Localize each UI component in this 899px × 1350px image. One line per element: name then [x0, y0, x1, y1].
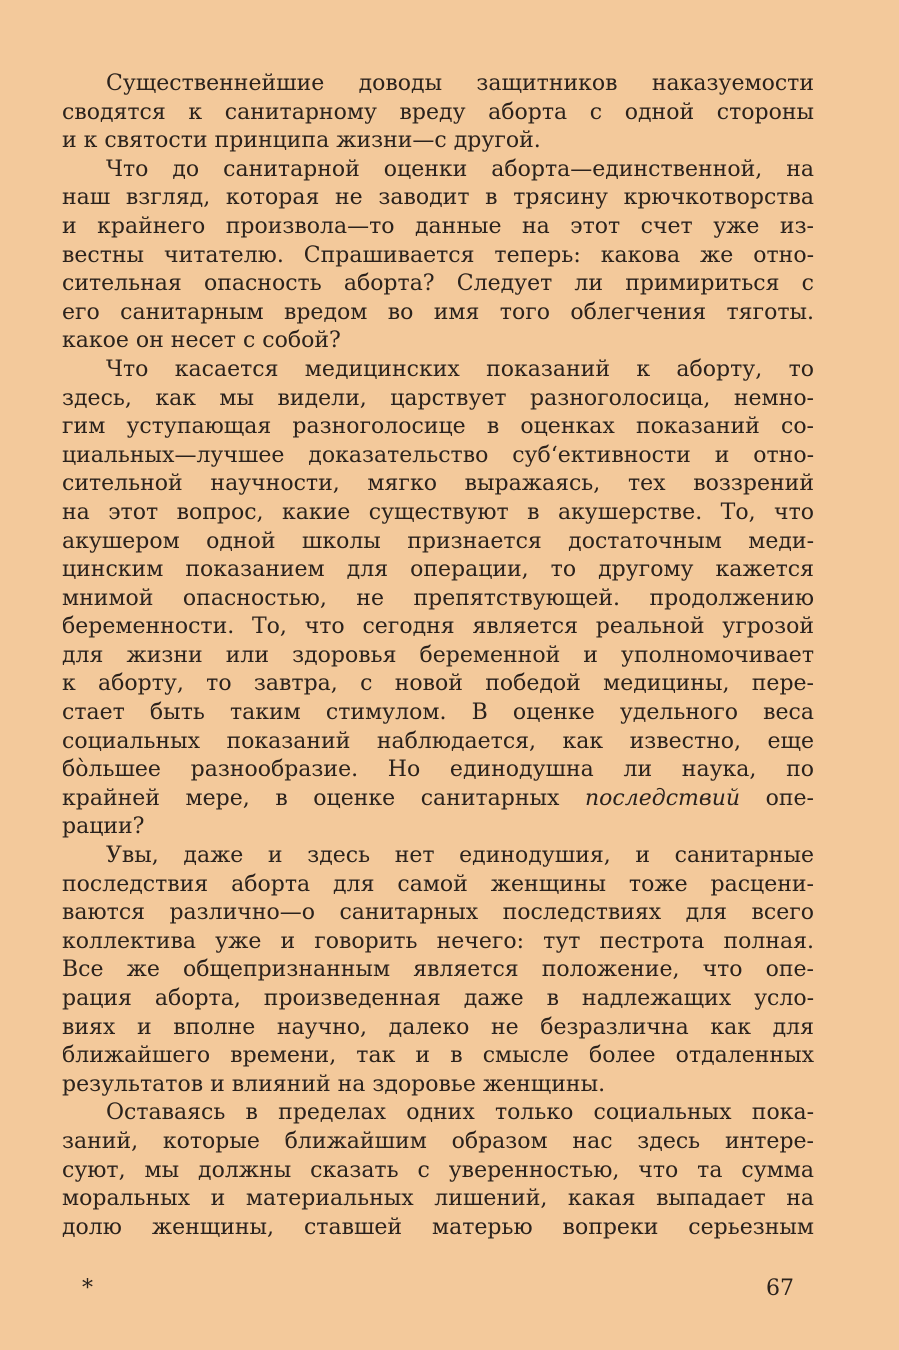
text-line: рация аборта, произведенная даже в надлежащих усло-	[62, 986, 814, 1011]
text-line: на этот вопрос, какие существуют в акушерстве. То, что	[62, 499, 814, 525]
text-fragment: опе-	[740, 785, 814, 811]
text-line: вестны читателю. Спрашивается теперь: какова же отно-	[62, 242, 814, 268]
text-line: мнимой опасностью, не препятствующей. продолжению	[62, 585, 814, 611]
text-line: акушером одной школы признается достаточным меди-	[62, 528, 814, 554]
text-line: коллектива уже и говорить нечего: тут пестрота полная.	[62, 928, 814, 954]
text-line: стает быть таким стимулом. В оценке удельного веса	[62, 700, 814, 726]
text-fragment: крайней мере, в оценке санитарных	[62, 785, 586, 811]
text-line: здесь, как мы видели, царствует разноголосица, немно-	[62, 385, 814, 411]
text-line: и крайнего произвола—то данные на этот счет уже из-	[62, 213, 814, 239]
text-line: его санитарным вредом во имя того облегчения тяготы.	[62, 299, 814, 325]
text-line: последствия аборта для самой женщины тоже расцени-	[62, 871, 814, 897]
text-line: и к святости принципа жизни—с другой.	[62, 128, 541, 154]
text-line: ваются различно—о санитарных последствиях для всего	[62, 900, 814, 926]
text-line: к аборту, то завтра, с новой победой медицины, пере-	[62, 671, 814, 697]
text-line: бо̀льшее разнообразие. Но единодушна ли наука, по	[62, 757, 814, 783]
text-line: ближайшего времени, так и в смысле более отдаленных	[62, 1043, 814, 1069]
text-line: для жизни или здоровья беременной и уполномочивает	[62, 642, 814, 668]
text-line: циальных—лучшее доказательство суб‘ективности и отно-	[62, 442, 814, 468]
text-line: суют, мы должны сказать с уверенностью, что та сумма	[62, 1157, 814, 1183]
text-line: цинским показанием для операции, то другому кажется	[62, 557, 814, 583]
text-line: беременности. То, что сегодня является реальной угрозой	[62, 614, 814, 640]
text-line: сительной научности, мягко выражаясь, тех воззрений	[62, 471, 814, 497]
text-line	[62, 785, 814, 814]
text-line: Все же общепризнанным является положение, что опе-	[62, 957, 814, 983]
text-line: Существеннейшие доводы защитников наказуемости	[106, 71, 814, 96]
text-line: рации?	[62, 814, 145, 840]
text-line: долю женщины, ставшей матерью вопреки серьезным	[62, 1214, 814, 1240]
text-line: заний, которые ближайшим образом нас здесь интере-	[62, 1128, 814, 1154]
text-line: моральных и материальных лишений, какая выпадает на	[62, 1186, 814, 1212]
text-line: сводятся к санитарному вреду аборта с одной стороны	[62, 99, 814, 125]
text-line: сительная опасность аборта? Следует ли примириться с	[62, 271, 814, 297]
page-number: 67	[766, 1276, 794, 1301]
text-line: Что касается медицинских показаний к аборту, то	[106, 356, 814, 382]
text-line: Увы, даже и здесь нет единодушия, и санитарные	[106, 843, 814, 869]
page-body-text	[62, 70, 814, 1242]
text-line: наш взгляд, которая не заводит в трясину крючкотворства	[62, 185, 814, 211]
text-line: Оставаясь в пределах одних только социальных пока-	[106, 1100, 814, 1126]
text-line: какое он несет с собой?	[62, 328, 341, 354]
text-line: социальных показаний наблюдается, как известно, еще	[62, 728, 814, 754]
text-line: Что до санитарной оценки аборта—единственной, на	[106, 156, 814, 182]
emphasized-word: последствий	[585, 785, 741, 811]
text-line: результатов и влияний на здоровье женщины.	[62, 1071, 606, 1097]
text-line: виях и вполне научно, далеко не безразлична как для	[62, 1014, 814, 1040]
signature-mark: *	[82, 1276, 93, 1301]
text-line: гим уступающая разноголосице в оценках показаний со-	[62, 414, 814, 440]
